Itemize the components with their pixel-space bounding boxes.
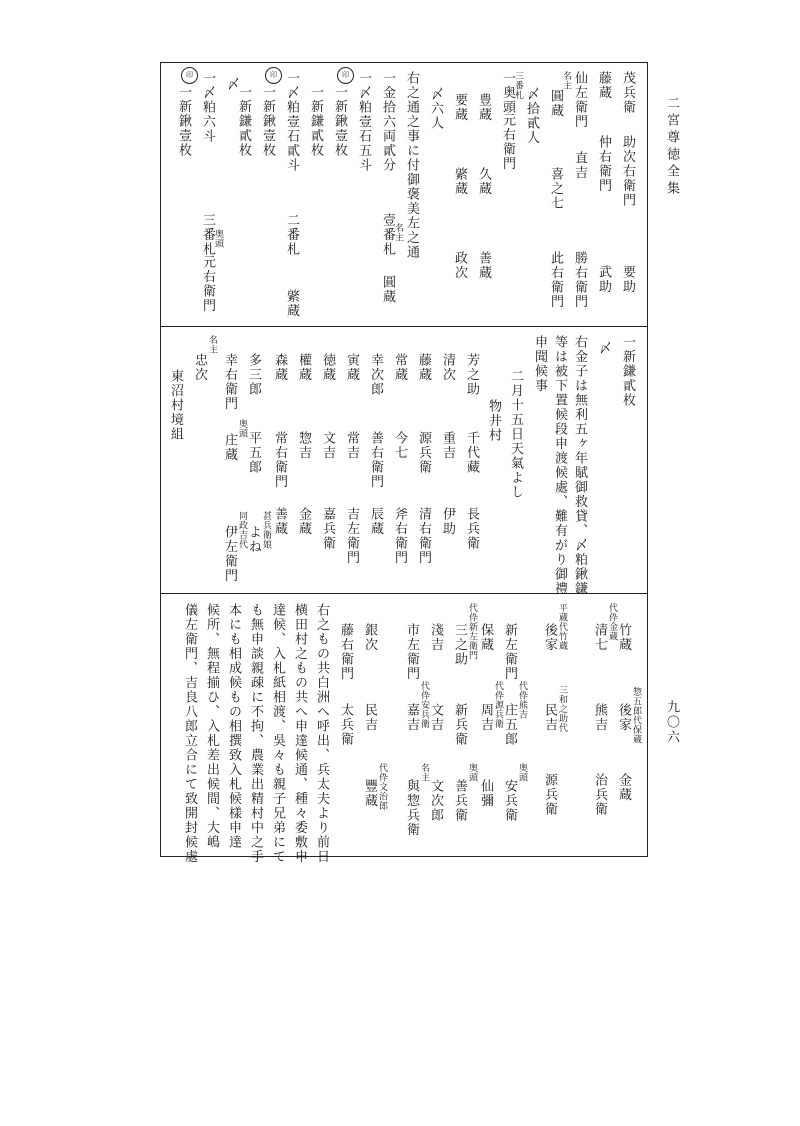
book-title: 二宮尊徳全集 (664, 96, 679, 198)
text-column: 達候、入札紙相渡、吳々も親子兄弟にて (270, 603, 285, 864)
text-column: 權蔵 (296, 353, 311, 382)
text-column: 要蔵 (452, 93, 467, 122)
annotation: 甚兵衛娘 (261, 511, 271, 549)
annotation: 奥頭 (237, 419, 247, 438)
text-column: 文吉 (428, 703, 443, 732)
text-column: 東沼村境組 (168, 369, 183, 442)
section-divider-1 (161, 326, 647, 327)
text-column: 善蔵 (272, 507, 287, 536)
text-column: 民吉 (362, 703, 377, 732)
page-number: 九〇六 (664, 700, 679, 745)
annotation: 奥頭 (517, 763, 527, 782)
seal-mark: 印 (265, 67, 282, 84)
text-column: 寅蔵 (344, 353, 359, 382)
text-column: 嘉兵衛 (320, 507, 335, 551)
text-column: 庄蔵 (222, 433, 237, 462)
text-column: 一新鍬壹枚 (260, 85, 275, 158)
text-column: 直吉 (572, 151, 587, 180)
annotation: 三和之助代 (557, 685, 567, 733)
text-column: 申聞候事 (532, 335, 547, 393)
text-column: 元右衛門 (200, 255, 215, 313)
text-column: 長兵衛 (464, 507, 479, 551)
text-column: 一新鎌貳枚 (236, 85, 251, 158)
text-column: 二月十五日天氣よし (508, 369, 523, 500)
text-column: 徳蔵 (320, 353, 335, 382)
text-column: 久蔵 (476, 167, 491, 196)
annotation: 代伜新左衛門 (467, 603, 477, 660)
text-column: 右之通之事に付御褒美左之通 (404, 71, 419, 260)
annotation: 名主 (561, 71, 571, 90)
text-column: 今七 (392, 431, 407, 460)
text-column: 一新鎌貳枚 (308, 85, 323, 158)
annotation: 代伜安兵衛 (419, 681, 429, 729)
text-column: 善右衛門 (368, 431, 383, 489)
text-column: 勝右衛門 (572, 251, 587, 309)
seal-mark: 印 (181, 67, 198, 84)
text-column: 惣吉 (296, 431, 311, 460)
text-column: 常蔵 (392, 353, 407, 382)
text-column: 喜之七 (548, 167, 563, 211)
text-column: 圓蔵 (548, 89, 563, 118)
text-column: 太兵衛 (338, 703, 353, 747)
text-column: 仙彌 (478, 779, 493, 808)
annotation: 三番札 (513, 71, 523, 100)
text-column: 一新鎌貳枚 (620, 335, 635, 408)
annotation: 平蔵代竹蔵 (557, 603, 567, 651)
text-column: 伊助 (440, 507, 455, 536)
text-column: 森蔵 (272, 353, 287, 382)
annotation: 奥頭 (467, 763, 477, 782)
text-column: 後家 (616, 703, 631, 732)
text-column: 清右衛門 (416, 507, 431, 565)
text-column: 二番札 (284, 213, 299, 257)
text-column: 文吉 (320, 431, 335, 460)
text-column: 民吉 (542, 703, 557, 732)
text-column: 藤蔵 (596, 71, 611, 100)
text-column: 仲右衛門 (596, 135, 611, 193)
text-column: 新左衛門 (502, 623, 517, 681)
text-column: 政次 (452, 251, 467, 280)
text-column: 一〆粕六斗 (200, 71, 215, 144)
text-column: 清七 (592, 623, 607, 652)
annotation: 代伜文治郎 (377, 763, 387, 811)
text-column: 保蔵 (478, 623, 493, 652)
text-column: 候所、無程揃ひ、入札差出候間、大嶋 (204, 603, 219, 850)
text-column: 忠次 (192, 353, 207, 382)
text-column: 平五郎 (246, 431, 261, 475)
text-column: 幸次郎 (368, 353, 383, 397)
annotation: 代伜源兵衛 (493, 681, 503, 729)
text-column: 伊左衛門 (222, 525, 237, 583)
text-column: 多三郎 (246, 353, 261, 397)
text-column: 千代藏 (464, 431, 479, 475)
text-column: 源兵衛 (416, 431, 431, 475)
text-column: 淺吉 (428, 623, 443, 652)
text-column: 右之もの共白洲へ呼出、兵太夫より前日 (314, 603, 329, 864)
annotation: 奥頭 (213, 229, 223, 248)
text-column: 綮蔵 (284, 289, 299, 318)
text-column: 此右衛門 (548, 251, 563, 309)
text-column: 一金拾六両貳分 (380, 71, 395, 173)
text-column: 圓蔵 (380, 275, 395, 304)
text-column: 綮蔵 (452, 167, 467, 196)
annotation: 同政吉代 (237, 511, 247, 549)
text-column: 要助 (620, 265, 635, 294)
text-column: 〆 (596, 341, 611, 356)
text-column: 銀次 (362, 623, 377, 652)
text-column: 治兵衛 (592, 773, 607, 817)
text-column: 三番札 (200, 213, 215, 257)
text-column: 善兵衛 (452, 779, 467, 823)
seal-mark: 印 (337, 67, 354, 84)
text-column: 一奥頭 (500, 71, 515, 115)
text-column: 右金子は無利五ヶ年賦御救貸、〆粕鍬鎌 (572, 335, 587, 596)
annotation: 代伜金蔵 (607, 603, 617, 641)
text-column: 後家 (542, 623, 557, 652)
text-column: 藤蔵 (416, 353, 431, 382)
text-column: 芳之助 (464, 353, 479, 397)
text-column: 〆拾貳人 (524, 87, 539, 145)
text-column: 源兵衛 (542, 773, 557, 817)
annotation: 名主 (419, 763, 429, 782)
text-column: 茂兵衛 (620, 71, 635, 115)
text-column: 新兵衛 (452, 703, 467, 747)
text-column: 藤右衛門 (338, 623, 353, 681)
text-column: も無申談親疎に不拘、農業出精村中之手 (248, 603, 263, 864)
text-column: 斧右衛門 (392, 507, 407, 565)
text-column: 常吉 (344, 431, 359, 460)
text-column: 辰蔵 (368, 507, 383, 536)
text-column: 物井村 (486, 399, 501, 443)
text-column: 庄五郎 (502, 703, 517, 747)
text-column: 一新鍬壹枚 (176, 85, 191, 158)
text-column: 三之助 (452, 623, 467, 667)
text-column: 〆六人 (428, 87, 443, 131)
text-column: 善蔵 (476, 251, 491, 280)
text-column: 嘉吉 (404, 703, 419, 732)
text-column: 熊吉 (592, 703, 607, 732)
annotation: 名主 (393, 223, 403, 242)
text-column: よね (246, 525, 261, 554)
annotation: 代伜熊吉 (517, 681, 527, 719)
text-column: 重吉 (440, 431, 455, 460)
text-column: 清次 (440, 353, 455, 382)
text-column: 本にも相成候もの相撰致入札候樣申達 (226, 603, 241, 850)
text-column: 等は被下置候段申渡候處、難有がり御禮 (552, 335, 567, 596)
text-column: 豐蔵 (362, 779, 377, 808)
text-column: 市左衛門 (404, 623, 419, 681)
text-column: 金蔵 (616, 773, 631, 802)
text-column: 金蔵 (296, 507, 311, 536)
text-column: 竹蔵 (616, 623, 631, 652)
text-column: 豊蔵 (476, 93, 491, 122)
text-frame (160, 62, 648, 864)
annotation: 名主 (207, 335, 217, 354)
text-column: 常右衛門 (272, 431, 287, 489)
text-column: 吉左衛門 (344, 507, 359, 565)
text-column: 儀左衛門、吉良八郎立合にて致開封候處 (182, 603, 197, 864)
text-column: 與惣兵衛 (404, 779, 419, 837)
text-column: 壹番札 (380, 213, 395, 257)
text-column: 仙左衛門 (572, 71, 587, 129)
text-column: 周吉 (478, 703, 493, 732)
text-column: 幸右衛門 (222, 353, 237, 411)
text-column: 助次右衛門 (620, 135, 635, 208)
text-column: 安兵衛 (502, 779, 517, 823)
text-column: 元右衛門 (500, 113, 515, 171)
text-column: 文次郎 (428, 779, 443, 823)
annotation: 惣五郎代保蔵 (631, 687, 641, 744)
text-column: 〆 (224, 77, 239, 92)
text-column: 一〆粕壹石貳斗 (284, 71, 299, 173)
text-column: 横田村之もの共へ申達候通、種々委敷申 (292, 603, 307, 864)
text-column: 一〆粕壹石五斗 (356, 71, 371, 173)
text-column: 一新鍬壹枚 (332, 85, 347, 158)
text-column: 武助 (596, 265, 611, 294)
